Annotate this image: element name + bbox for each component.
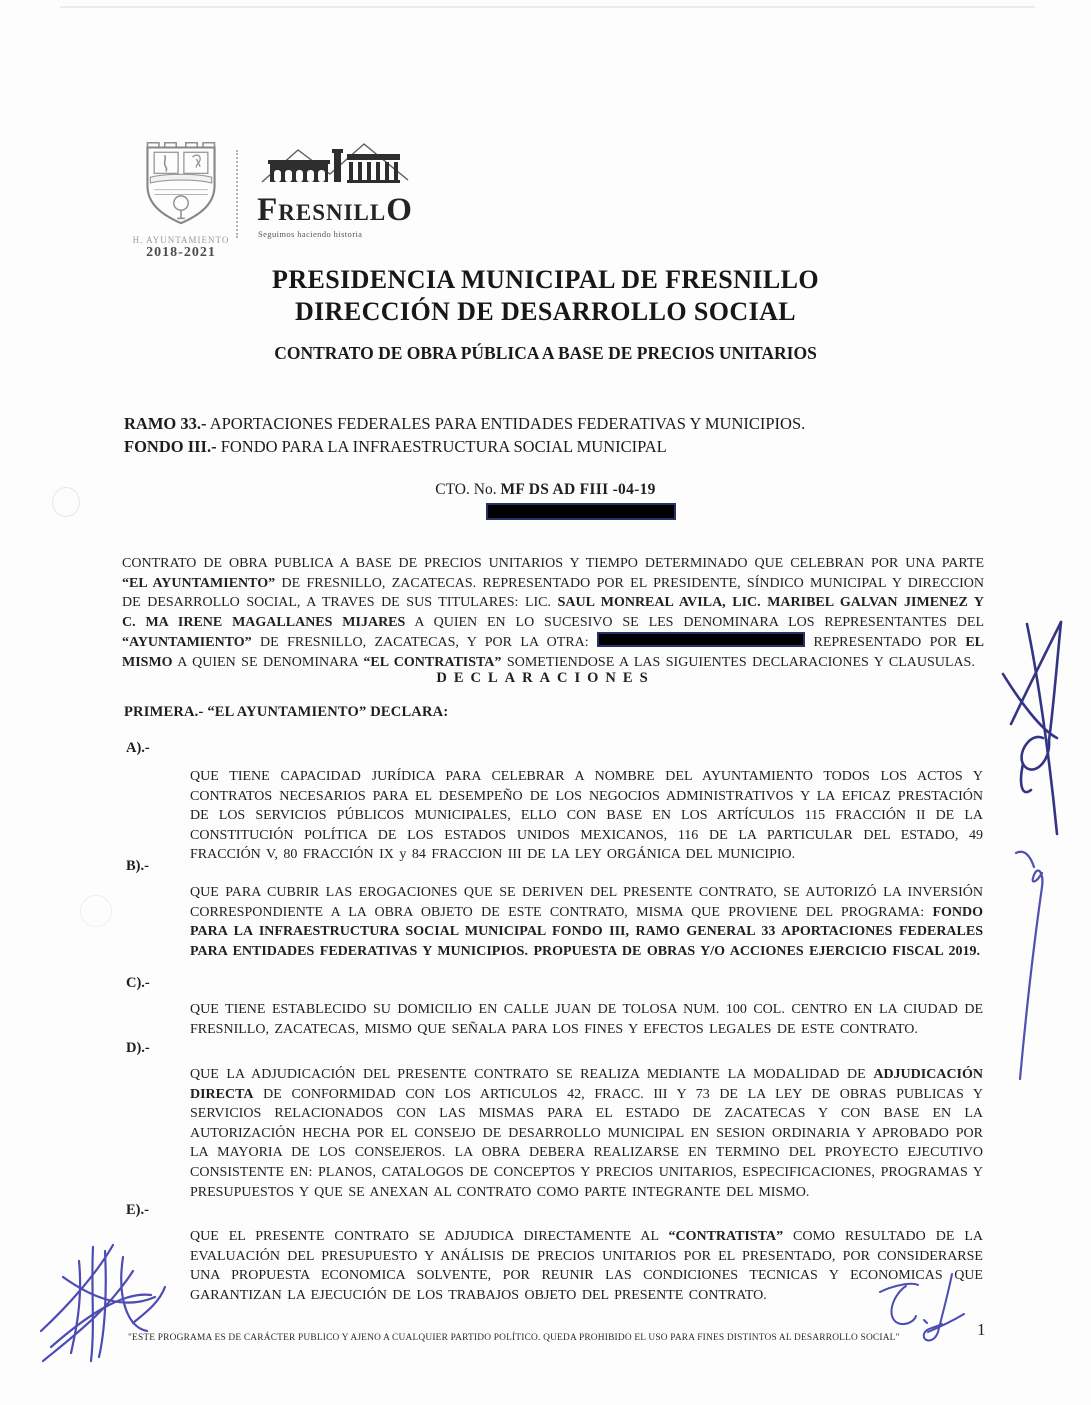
intro-seg-bold: EL MISMO [122, 635, 985, 670]
scan-spot-artifact [80, 895, 112, 927]
wordmark-final: O [386, 192, 413, 228]
crest-shield-icon [133, 136, 229, 228]
wordmark-middle: RESNILL [278, 200, 387, 225]
title-line2: DIRECCIÓN DE DESARROLLO SOCIAL [294, 297, 797, 326]
intro-seg: DE FRESNILLO, ZACATECAS. REPRESENTADO POR EL PRESIDENTE, SÍNDICO MUNICIPAL Y DIRECCION DE DESARROLLO SOCIAL, A TRAVES DE SUS TITULARES: LIC. [122, 575, 984, 611]
primera-heading: PRIMERA.- “EL AYUNTAMIENTO” DECLARA: [124, 704, 449, 720]
municipal-crest-logo [126, 136, 236, 261]
declaration-text-d [190, 1065, 983, 1202]
intro-seg: A QUIEN SE DENOMINARA [172, 654, 364, 670]
handwritten-signature-right-dark [997, 612, 1072, 842]
brand-tagline: Seguimos haciendo historia [258, 229, 363, 239]
declaration-label-c: C).- [126, 975, 150, 991]
handwritten-stroke-right-blue [1008, 843, 1058, 1083]
intro-paragraph [122, 554, 984, 673]
intro-seg: CONTRATO DE OBRA PUBLICA A BASE DE PRECIOS UNITARIOS Y TIEMPO DETERMINADO QUE CELEBRAN POR UNA PARTE [122, 556, 984, 571]
decl-e-tail: COMO RESULTADO DE LA EVALUACIÓN DEL PRESUPUESTO Y ANÁLISIS DE PRECIOS UNITARIOS POR EL PRESENTADO, POR CONSIDERARSE UNA PROPUESTA ECONOMICA SOLVENTE, POR REUNIR LAS CONDICIONES TECNICAS Y ECONOMICAS QUE GARANTIZAN LA EJECUCIÓN DE LOS TRABAJOS OBJETO DEL PRESENTE CONTRATO. [190, 1229, 983, 1303]
intro-seg-bold: SAUL MONREAL AVILA, LIC. MARIBEL GALVAN JIMENEZ Y C. MA IRENE MAGALLANES MIJARES [122, 595, 984, 630]
fondo-label: FONDO III.- [124, 437, 217, 456]
intro-seg: DE FRESNILLO, ZACATECAS, Y POR LA OTRA: [251, 635, 598, 651]
fondo-text: FONDO PARA LA INFRAESTRUCTURA SOCIAL MUNICIPAL [216, 437, 667, 456]
intro-seg: A QUIEN EN LO SUCESIVO SE LES DENOMINARA LOS REPRESENTANTES DEL [405, 614, 985, 630]
declaraciones-heading: DECLARACIONES [436, 670, 655, 686]
contract-number-value: MF DS AD FIII -04-19 [500, 481, 656, 498]
handwritten-signature-bottom-left [35, 1235, 170, 1370]
fresnillo-wordmark [250, 192, 420, 231]
decl-d-tail: DE CONFORMIDAD CON LOS ARTICULOS 42, FRACC. III Y 73 DE LA LEY DE OBRAS PUBLICAS Y SERVICIOS RELACIONADOS CON LAS MISMAS PARA EL ESTADO DE ZACATECAS Y CON BASE EN LA AUTORIZACIÓN HECHA POR EL CONSEJO DE DESARROLLO MUNICIPAL EN SESION ORDINARIA Y APROBADO POR LA MAYORIA DE LOS CONSEJEROS. LA OBRA DEBERA REALIZARSE EN TERMINO DEL PROYECTO EJECUTIVO CONSISTENTE EN: PLANOS, CATALOGOS DE CONCEPTOS Y PRECIOS UNITARIOS, ESPECIFICACIONES, PROGRAMAS Y PRESUPUESTOS Y QUE SE ANEXAN AL CONTRATO COMO PARTE INTEGRANTE DEL MISMO. [190, 1086, 983, 1200]
redaction-bar-other-party [597, 632, 805, 647]
footer-disclaimer: "ESTE PROGRAMA ES DE CARÁCTER PUBLICO Y AJENO A CUALQUIER PARTIDO POLÍTICO. QUEDA PROHIBIDO EL USO PARA FINES DISTINTOS AL DESARROLLO SOCIAL" [128, 1333, 900, 1343]
decl-e-bold: “CONTRATISTA” [668, 1229, 784, 1244]
logo-divider [236, 150, 238, 238]
intro-seg-bold: “EL CONTRATISTA” [363, 654, 502, 670]
ramo-text: APORTACIONES FEDERALES PARA ENTIDADES FEDERATIVAS Y MUNICIPIOS. [206, 414, 806, 433]
declaration-label-d: D).- [126, 1040, 150, 1056]
skyline-icon [255, 140, 415, 190]
declaration-label-b: B).- [126, 858, 149, 874]
declaration-label-e: E).- [126, 1202, 149, 1218]
declaration-label-a: A).- [126, 740, 150, 756]
decl-b-lead: QUE PARA CUBRIR LAS EROGACIONES QUE SE DERIVEN DEL PRESENTE CONTRATO, SE AUTORIZÓ LA INVERSIÓN CORRESPONDIENTE A LA OBRA OBJETO DE ESTE CONTRATO, MISMA QUE PROVIENE DEL PROGRAMA: [190, 885, 983, 920]
program-block [124, 412, 984, 458]
fondo-line [124, 435, 984, 458]
crest-years: 2018-2021 [146, 245, 216, 260]
intro-seg: SOMETIENDOSE A LAS SIGUIENTES DECLARACIONES Y CLAUSULAS. [501, 654, 975, 670]
page-title [0, 264, 1091, 328]
declaration-text-e [190, 1227, 983, 1305]
intro-seg-bold: “EL AYUNTAMIENTO” [122, 575, 276, 591]
contract-number-label: CTO. No. [435, 481, 501, 498]
intro-seg-bold: “AYUNTAMIENTO” [122, 635, 252, 651]
crest-caption: H. AYUNTAMIENTO [132, 235, 230, 245]
document-subtitle: CONTRATO DE OBRA PÚBLICA A BASE DE PRECIOS UNITARIOS [274, 343, 817, 363]
fresnillo-logo [250, 140, 420, 239]
wordmark-initial: F [257, 192, 279, 228]
contract-number-line [0, 481, 1091, 499]
ramo-label: RAMO 33.- [124, 414, 207, 433]
decl-b-bold: FONDO PARA LA INFRAESTRUCTURA SOCIAL MUNICIPAL FONDO III, RAMO GENERAL 33 APORTACIONES FEDERALES PARA ENTIDADES FEDERATIVAS Y MUNICIPIOS. PROPUESTA DE OBRAS Y/O ACCIONES EJERCICIO FISCAL 2019. [190, 904, 983, 959]
declaration-text-c: QUE TIENE ESTABLECIDO SU DOMICILIO EN CALLE JUAN DE TOLOSA NUM. 100 COL. CENTRO EN LA CIUDAD DE FRESNILLO, ZACATECAS, MISMO QUE SEÑALA PARA LOS FINES Y EFECTOS LEGALES DE ESTE CONTRATO. [190, 1002, 983, 1037]
handwritten-initials-ej [872, 1270, 982, 1350]
intro-seg: REPRESENTADO POR [805, 635, 966, 651]
declaration-text-a: QUE TIENE CAPACIDAD JURÍDICA PARA CELEBRAR A NOMBRE DEL AYUNTAMIENTO TODOS LOS ACTOS Y CONTRATOS NECESARIOS PARA EL DESEMPEÑO DE LOS NEGOCIOS ADMINISTRATIVOS Y LA EFICAZ PRESTACIÓN DE LOS SERVICIOS PÚBLICOS MUNICIPALES, ELLO CON BASE EN LOS ARTÍCULOS 115 FRACCIÓN II DE LA CONSTITUCIÓN POLÍTICA DE LOS ESTADOS UNIDOS MEXICANOS, 116 DE LA PARTICULAR DEL ESTADO, 49 FRACCIÓN V, 80 FRACCIÓN IX y 84 FRACCION III DE LA LEY ORGÁNICA DEL MUNICIPIO. [190, 769, 983, 863]
decl-d-bold: ADJUDICACIÓN DIRECTA [190, 1067, 983, 1102]
ramo-line [124, 412, 984, 435]
redaction-bar-contractor-name [486, 503, 676, 520]
decl-e-lead: QUE EL PRESENTE CONTRATO SE ADJUDICA DIRECTAMENTE AL [190, 1229, 669, 1244]
page-number: 1 [977, 1320, 986, 1339]
decl-d-lead: QUE LA ADJUDICACIÓN DEL PRESENTE CONTRATO SE REALIZA MEDIANTE LA MODALIDAD DE [190, 1067, 874, 1082]
scan-edge-artifact [60, 6, 1035, 8]
declaration-text-b [190, 883, 983, 961]
title-line1: PRESIDENCIA MUNICIPAL DE FRESNILLO [272, 265, 819, 294]
